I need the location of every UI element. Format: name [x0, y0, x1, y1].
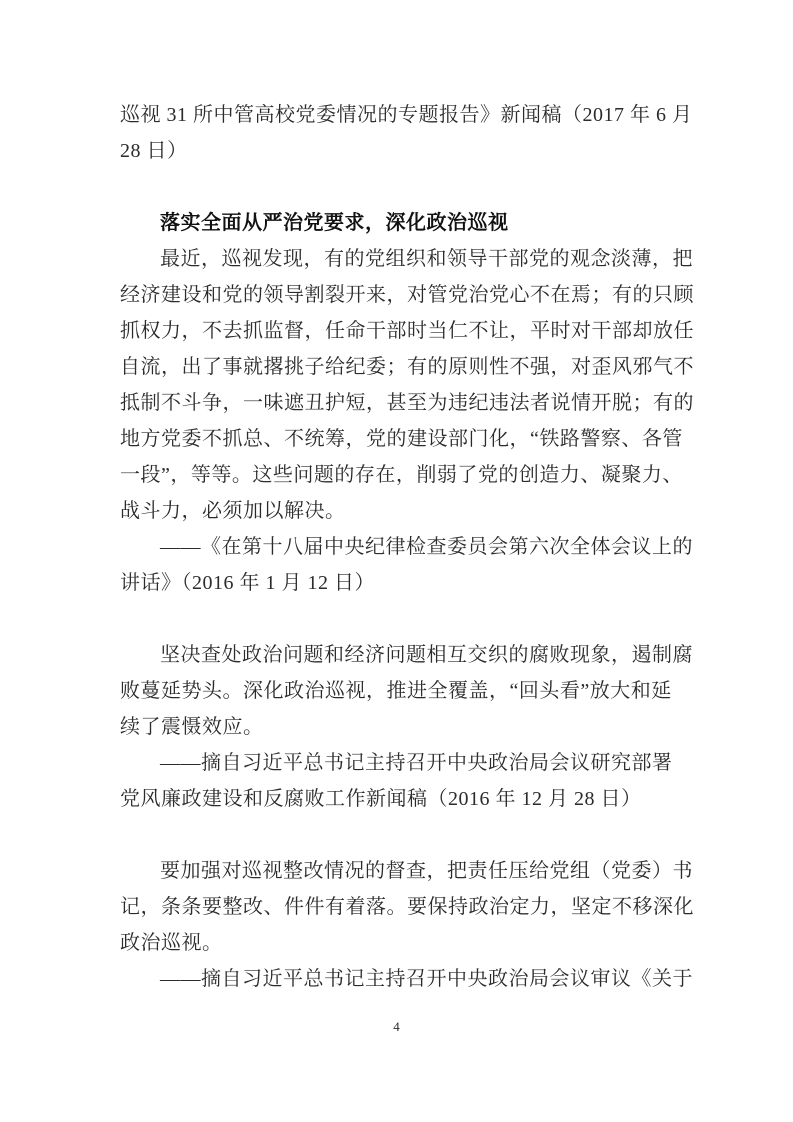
- text-line: 地方党委不抓总、不统筹，党的建设部门化，“铁路警察、各管: [120, 428, 683, 450]
- text-line: 一段”，等等。这些问题的存在，削弱了党的创造力、凝聚力、: [120, 464, 683, 486]
- section-heading-block: [120, 205, 680, 241]
- paragraph-continuation: [120, 97, 693, 169]
- text-line: 记，条条要整改、件件有着落。要保持政治定力，坚定不移深化: [120, 896, 694, 918]
- text-line: 经济建设和党的领导割裂开来，对管党治党心不在焉；有的只顾: [120, 284, 694, 306]
- text-line: 28 日）: [120, 140, 188, 162]
- quote-source-line: ——《在第十八届中央纪律检查委员会第六次全体会议上的: [160, 536, 693, 558]
- quote-source-line: 党风廉政建设和反腐败工作新闻稿（2016 年 12 月 28 日）: [120, 788, 642, 810]
- quote-source-1: [120, 529, 693, 601]
- text-line: 抵制不斗争，一味遮丑护短，甚至为违纪违法者说情开脱；有的: [120, 392, 694, 414]
- section-heading: 落实全面从严治党要求，深化政治巡视: [160, 212, 509, 234]
- text-line: 续了震慑效应。: [120, 716, 264, 738]
- text-line: 自流，出了事就撂挑子给纪委；有的原则性不强，对歪风邪气不: [120, 356, 694, 378]
- quote-source-3: [120, 961, 693, 997]
- blank-line: [120, 817, 680, 853]
- page-number: 4: [393, 1019, 400, 1034]
- quote-paragraph-3: [120, 853, 694, 961]
- text-line: 败蔓延势头。深化政治巡视，推进全覆盖，“回头看”放大和延: [120, 680, 672, 702]
- blank-line: [120, 601, 680, 637]
- quote-paragraph-2: [120, 637, 693, 745]
- quote-source-line: ——摘自习近平总书记主持召开中央政治局会议研究部署: [160, 752, 673, 774]
- text-line: 要加强对巡视整改情况的督查，把责任压给党组（党委）书: [160, 860, 693, 882]
- text-line: 战斗力，必须加以解决。: [120, 500, 346, 522]
- quote-source-line: ——摘自习近平总书记主持召开中央政治局会议审议《关于: [160, 968, 693, 990]
- text-line: 最近，巡视发现，有的党组织和领导干部党的观念淡薄，把: [160, 248, 693, 270]
- text-line: 巡视 31 所中管高校党委情况的专题报告》新闻稿（2017 年 6 月: [120, 104, 693, 126]
- document-body: [120, 97, 694, 997]
- blank-line: [120, 169, 680, 205]
- quote-source-2: [120, 745, 680, 817]
- quote-paragraph-1: [120, 241, 694, 529]
- quote-source-line: 讲话》（2016 年 1 月 12 日）: [120, 572, 375, 594]
- text-line: 政治巡视。: [120, 932, 223, 954]
- text-line: 抓权力，不去抓监督，任命干部时当仁不让，平时对干部却放任: [120, 320, 694, 342]
- text-line: 坚决查处政治问题和经济问题相互交织的腐败现象，遏制腐: [160, 644, 693, 666]
